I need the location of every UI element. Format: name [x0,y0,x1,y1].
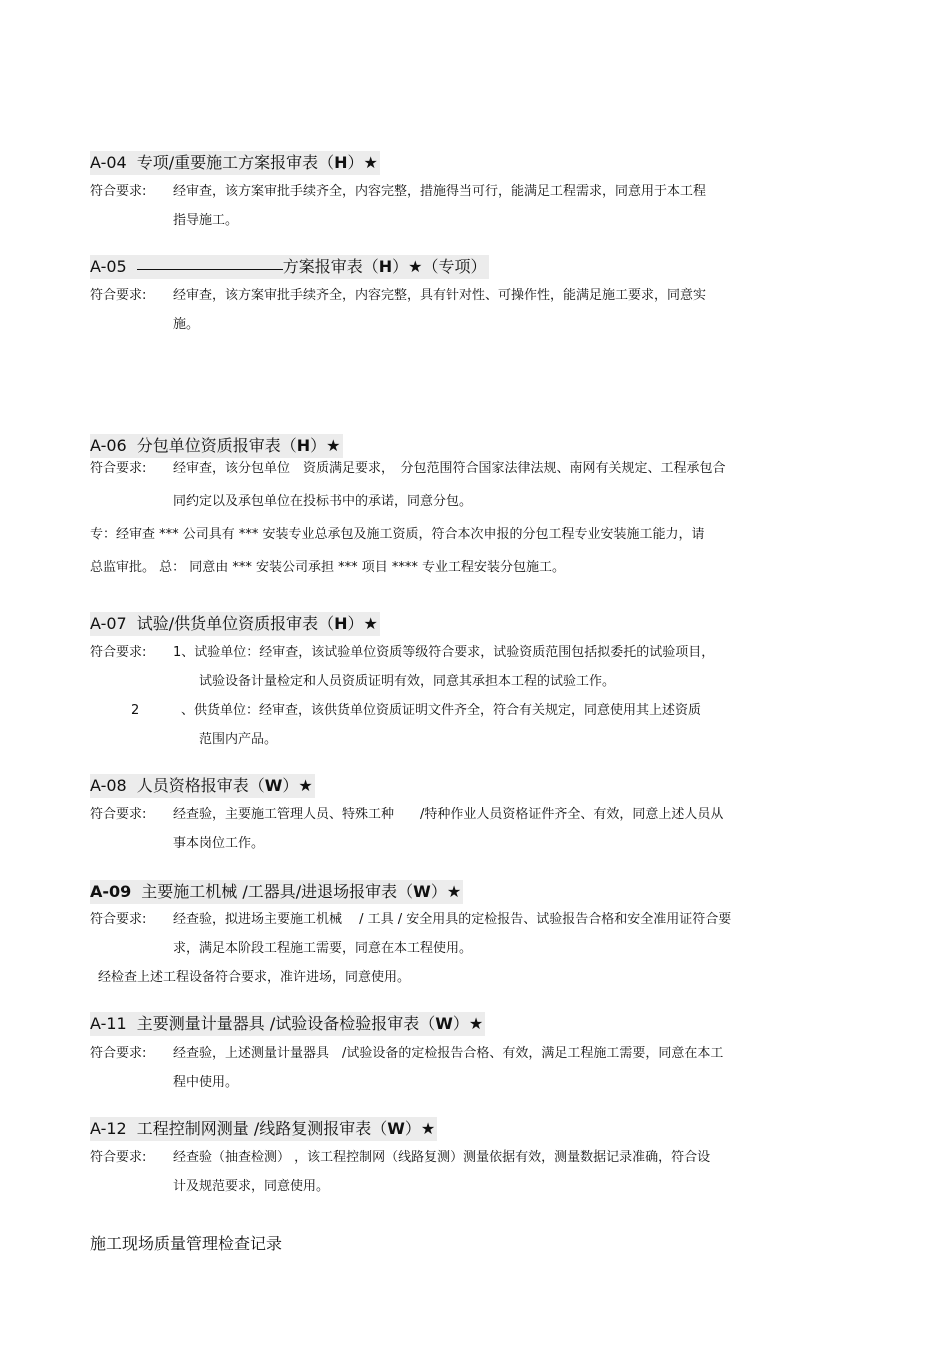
requirement-text: 试验设备计量检定和人员资质证明有效，同意其承担本工程的试验工作。 [199,674,616,689]
section-code: A-08 [90,776,127,795]
requirement-label: 符合要求: [90,1046,147,1061]
section-suffix: ）★ [282,776,313,795]
section-title: 方案报审表（ [282,257,379,276]
section-title: 分包单位资质报审表（ [136,436,297,455]
section-suffix: ）★（专项） [392,257,487,276]
requirement-text: 施。 [173,317,200,332]
section-heading-a07 [90,612,380,636]
requirement-text: 事本岗位工作。 [173,836,265,851]
requirement-text: 范围内产品。 [199,732,278,747]
section-grade: H [334,614,348,633]
requirement-text: 、供货单位：经审查，该供货单位资质证明文件齐全，符合有关规定，同意使用其上述资质 [181,703,702,718]
requirement-label: 符合要求: [90,184,147,199]
section-suffix: ）★ [310,436,341,455]
section-title: 工程控制网测量 /线路复测报审表（ [136,1119,388,1138]
requirement-text: 经查验（抽查检测） ，该工程控制网（线路复测）测量依据有效，测量数据记录准确，符合设 [173,1150,711,1165]
review-note: 总监审批。 总： 同意由 *** 安装公司承担 *** 项目 **** 专业工程安装分包施工。 [90,560,566,575]
section-heading-a09 [90,880,463,904]
requirement-text: 经查验，上述测量计量器具 /试验设备的定检报告合格、有效，满足工程施工需要，同意在本工 [173,1046,724,1061]
requirement-text: 经查验，拟进场主要施工机械 / 工具 / 安全用具的定检报告、试验报告合格和安全准用证符合要 [173,912,732,927]
section-grade: H [378,257,393,276]
section-code: A-09 [90,882,132,901]
section-code: A-12 [90,1119,127,1138]
requirement-text: 求，满足本阶段工程施工需要，同意在本工程使用。 [173,941,473,956]
requirement-text: 经审查，该方案审批手续齐全，内容完整，具有针对性、可操作性，能满足施工要求，同意实 [173,288,707,303]
section-heading-a05 [90,255,489,279]
section-title: 专项/重要施工方案报审表（ [136,153,335,172]
requirement-label: 符合要求: [90,912,147,927]
section-suffix: ）★ [347,153,378,172]
section-code: A-06 [90,436,127,455]
section-grade: W [387,1119,405,1138]
section-heading-a06 [90,434,343,458]
requirement-text: 程中使用。 [173,1075,239,1090]
section-suffix: ）★ [404,1119,436,1138]
review-note: 专：经审查 *** 公司具有 *** 安装专业总承包及施工资质，符合本次申报的分包工程专业安装施工能力，请 [90,527,705,542]
section-grade: W [264,776,283,795]
section-heading-a04 [90,151,380,175]
footer-section-title: 施工现场质量管理检查记录 [90,1234,283,1253]
requirement-text: 经审查，该分包单位 资质满足要求， 分包范围符合国家法律法规、南网有关规定、工程承包合 [173,461,726,476]
section-code: A-11 [90,1014,127,1033]
requirement-label: 符合要求: [90,288,147,303]
section-grade: H [334,153,348,172]
requirement-text: 1、试验单位：经审查，该试验单位资质等级符合要求，试验资质范围包括拟委托的试验项目， [173,645,715,660]
list-number: 2 [131,703,140,718]
section-suffix: ）★ [452,1014,484,1033]
review-note: 经检查上述工程设备符合要求，准许进场，同意使用。 [98,970,411,985]
section-title: 主要施工机械 /工器具/进退场报审表（ [141,882,414,901]
section-code: A-07 [90,614,127,633]
section-heading-a11 [90,1012,485,1036]
section-code: A-05 [90,257,127,276]
requirement-label: 符合要求: [90,807,147,822]
section-grade: W [435,1014,453,1033]
section-title: 主要测量计量器具 /试验设备检验报审表（ [136,1014,436,1033]
requirement-label: 符合要求: [90,1150,147,1165]
section-suffix: ）★ [347,614,378,633]
requirement-text: 经审查，该方案审批手续齐全，内容完整，措施得当可行，能满足工程需求，同意用于本工程 [173,184,707,199]
section-grade: W [413,882,431,901]
section-title: 试验/供货单位资质报审表（ [136,614,335,633]
requirement-text: 计及规范要求，同意使用。 [173,1179,330,1194]
requirement-text: 指导施工。 [173,213,239,228]
section-title: 人员资格报审表（ [136,776,265,795]
section-suffix: ）★ [430,882,462,901]
requirement-label: 符合要求: [90,645,147,660]
section-heading-a08 [90,774,315,798]
section-heading-a12 [90,1117,437,1141]
requirement-text: 经查验，主要施工管理人员、特殊工种 /特种作业人员资格证件齐全、有效，同意上述人员从 [173,807,724,822]
section-grade: H [296,436,311,455]
requirement-text: 同约定以及承包单位在投标书中的承诺，同意分包。 [173,494,473,509]
section-code: A-04 [90,153,127,172]
fill-in-blank [137,255,283,270]
requirement-label: 符合要求: [90,461,147,476]
